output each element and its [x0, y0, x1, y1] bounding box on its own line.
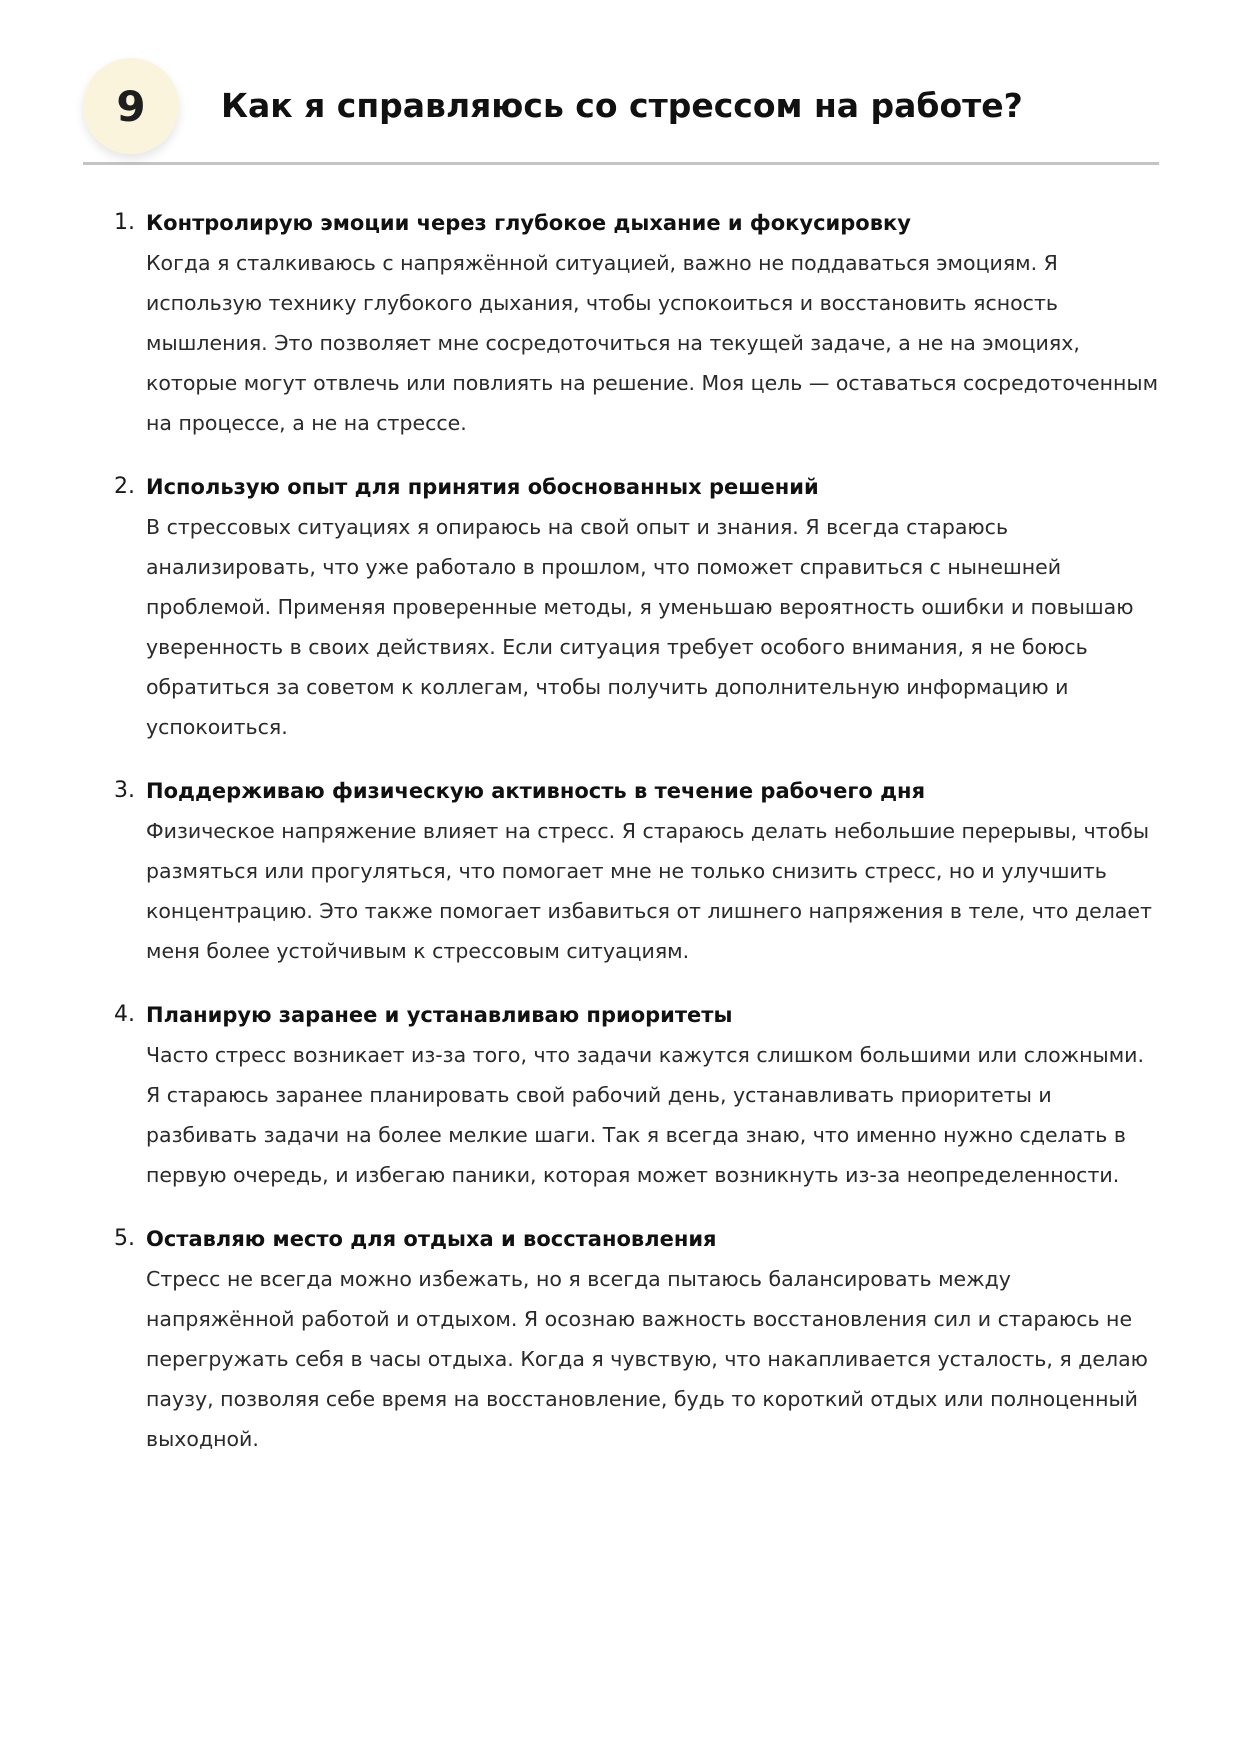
item-number: 4.: [114, 1002, 135, 1027]
item-number: 2.: [114, 474, 135, 499]
list-item: [114, 1219, 1164, 1459]
item-number: 3.: [114, 778, 135, 803]
section-number-badge: 9: [83, 58, 179, 154]
list-item: [114, 203, 1164, 443]
item-text: Физическое напряжение влияет на стресс. Я стараюсь делать небольшие перерывы, чтобы размяться или прогуляться, что помогает мне не только снизить стресс, но и улучшить концентрацию. Это также помогает избавиться от лишнего напряжения в теле, что делает меня более устойчивым к стрессовым ситуациям.: [146, 819, 1152, 963]
item-text: В стрессовых ситуациях я опираюсь на свой опыт и знания. Я всегда стараюсь анализировать, что уже работало в прошлом, что поможет справиться с нынешней проблемой. Применяя проверенные методы, я уменьшаю вероятность ошибки и повышаю уверенность в своих действиях. Если ситуация требует особого внимания, я не боюсь обратиться за советом к коллегам, чтобы получить дополнительную информацию и успокоиться.: [146, 515, 1134, 739]
item-title: Планирую заранее и устанавливаю приоритеты: [146, 1003, 733, 1027]
list-item: [114, 467, 1164, 747]
item-title: Оставляю место для отдыха и восстановления: [146, 1227, 717, 1251]
item-title: Поддерживаю физическую активность в течение рабочего дня: [146, 779, 926, 803]
list-item: [114, 771, 1164, 971]
page-title: Как я справляюсь со стрессом на работе?: [221, 86, 1023, 125]
item-number: 5.: [114, 1226, 135, 1251]
item-text: Стресс не всегда можно избежать, но я всегда пытаюсь балансировать между напряжённой работой и отдыхом. Я осознаю важность восстановления сил и стараюсь не перегружать себя в часы отдыха. Когда я чувствую, что накапливается усталость, я делаю паузу, позволяя себе время на восстановление, будь то короткий отдых или полноценный выходной.: [146, 1267, 1148, 1451]
item-title: Использую опыт для принятия обоснованных решений: [146, 475, 819, 499]
item-title: Контролирую эмоции через глубокое дыхание и фокусировку: [146, 211, 911, 235]
item-number: 1.: [114, 210, 135, 235]
section-header: [83, 58, 1159, 165]
item-text: Часто стресс возникает из-за того, что задачи кажутся слишком большими или сложными. Я стараюсь заранее планировать свой рабочий день, устанавливать приоритеты и разбивать задачи на более мелкие шаги. Так я всегда знаю, что именно нужно сделать в первую очередь, и избегаю паники, которая может возникнуть из-за неопределенности.: [146, 1043, 1145, 1187]
answer-list: [114, 203, 1164, 1483]
list-item: [114, 995, 1164, 1195]
item-text: Когда я сталкиваюсь с напряжённой ситуацией, важно не поддаваться эмоциям. Я использую технику глубокого дыхания, чтобы успокоиться и восстановить ясность мышления. Это позволяет мне сосредоточиться на текущей задаче, а не на эмоциях, которые могут отвлечь или повлиять на решение. Моя цель — оставаться сосредоточенным на процессе, а не на стрессе.: [146, 251, 1159, 435]
